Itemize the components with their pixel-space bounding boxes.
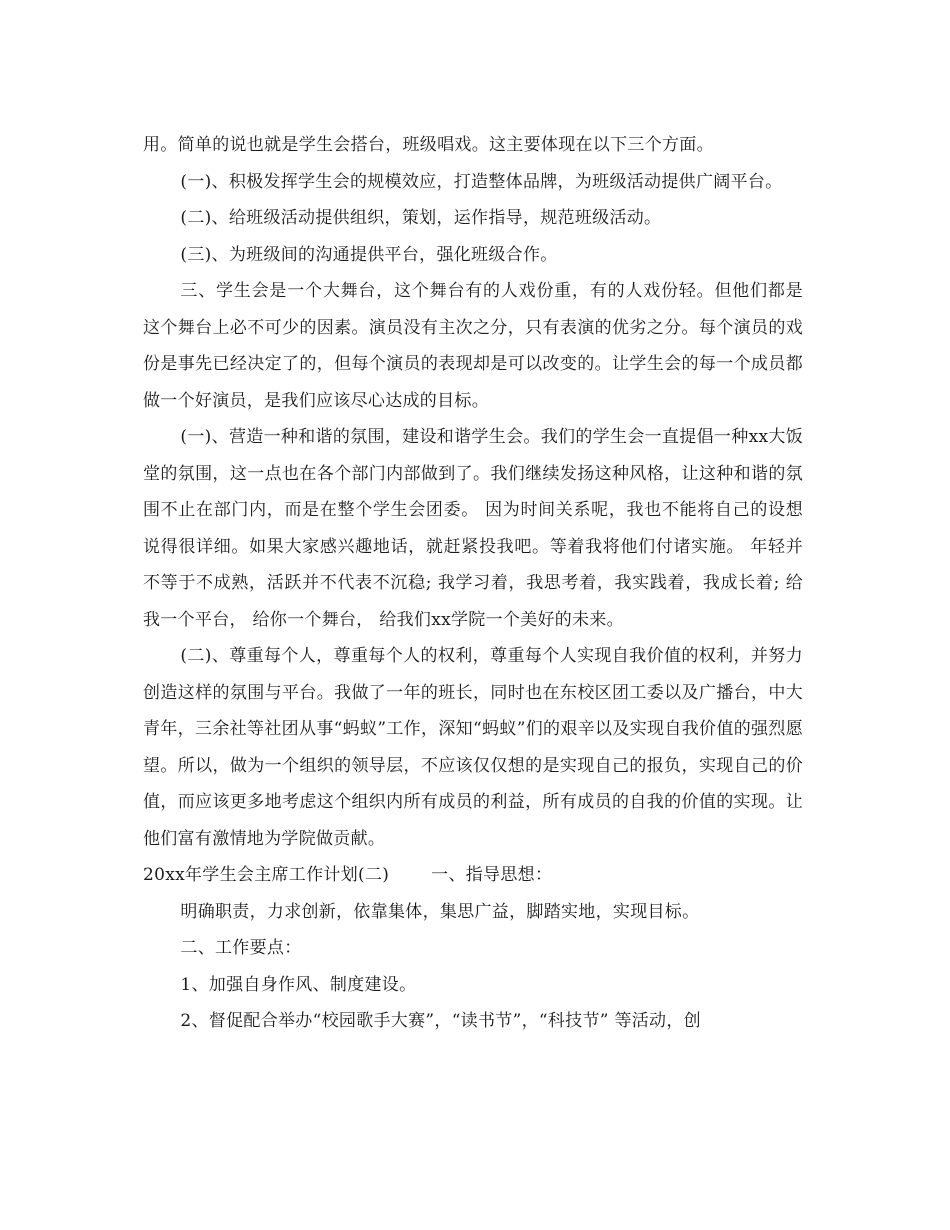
paragraph: 二、工作要点： [180, 938, 302, 958]
paragraph: (二)、尊重每个人，尊重每个人的权利，尊重每个人实现自我价值的权利，并努力创造这样的氛围与平台。我做了一年的班长，同时也在东校区团工委以及广播台，中大青年，三余社等社团从事“蚂蚁”工作，深知“蚂蚁”们的艰辛以及实现自我价值的强烈愿望。所以，做为一个组织的领导层，不应该仅仅想的是实现自己的报负，实现自己的价值，而应该更多地考虑这个组织内所有成员的利益，所有成员的自我的价值的实现。让他们富有激情地为学院做贡献。 [143, 646, 803, 849]
paragraph: 三、学生会是一个大舞台，这个舞台有的人戏份重，有的人戏份轻。但他们都是这个舞台上必不可少的因素。演员没有主次之分，只有表演的优劣之分。每个演员的戏份是事先已经决定了的，但每个演员的表现却是可以改变的。让学生会的每一个成员都做一个好演员，是我们应该尽心达成的目标。 [143, 281, 803, 411]
paragraph: 用。简单的说也就是学生会搭台，班级唱戏。这主要体现在以下三个方面。 [143, 135, 714, 155]
paragraph: (三)、为班级间的沟通提供平台，强化班级合作。 [180, 244, 558, 265]
section-subtitle: 一、指导思想： [431, 865, 553, 885]
paragraph: 1、加强自身作风、制度建设。 [180, 974, 417, 995]
plan-title: 20xx年学生会主席工作计划(二) [143, 865, 390, 885]
paragraph: 明确职责，力求创新，依靠集体，集思广益，脚踏实地，实现目标。 [180, 901, 700, 922]
document-body [143, 127, 803, 1040]
paragraph: 2、督促配合举办“校园歌手大赛”，“读书节”，“科技节” 等活动，创 [180, 1011, 701, 1031]
section-heading-line [143, 857, 803, 894]
paragraph: (一)、积极发挥学生会的规模效应，打造整体品牌，为班级活动提供广阔平台。 [180, 171, 783, 192]
paragraph: (二)、给班级活动提供组织，策划，运作指导，规范班级活动。 [180, 208, 662, 228]
paragraph: (一)、营造一种和谐的氛围，建设和谐学生会。我们的学生会一直提倡一种xx大饭堂的氛围，这一点也在各个部门内部做到了。我们继续发扬这种风格，让这种和谐的氛围不止在部门内，而是在整个学生会团委。 因为时间关系呢，我也不能将自己的设想说得很详细。如果大家感兴趣地话，就赶紧投我吧。等着我将他们付诸实施。 年轻并不等于不成熟，活跃并不代表不沉稳; 我学习着，我思考着，我实践着，我成长着; 给我一个平台， 给你一个舞台， 给我们xx学院一个美好的未来。 [143, 427, 803, 630]
